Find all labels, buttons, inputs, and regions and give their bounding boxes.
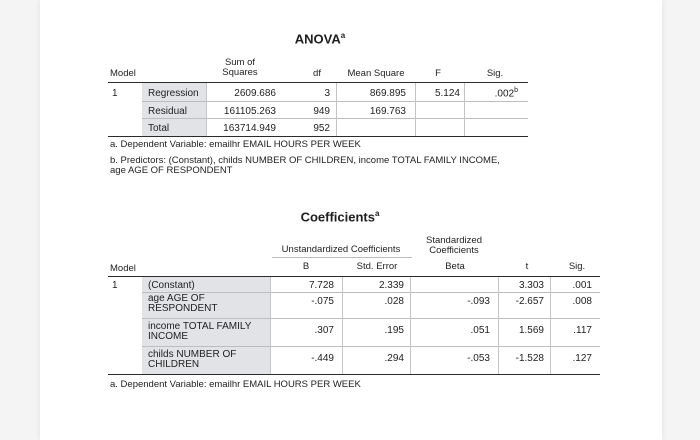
coef-cell-b: 7.728 xyxy=(308,280,334,291)
coef-row-label: childs NUMBER OF CHILDREN xyxy=(148,349,237,370)
coef-cell-b: .307 xyxy=(314,325,334,336)
coef-header-std-error: Std. Error xyxy=(356,261,398,272)
anova-footnote-a: a. Dependent Variable: emailhr EMAIL HOURS PER WEEK xyxy=(110,139,361,150)
coef-cell-sig: .117 xyxy=(573,325,592,336)
anova-title xyxy=(270,31,370,46)
anova-col-sep xyxy=(464,83,465,136)
anova-sig-value: .002 xyxy=(494,88,515,100)
anova-cell-df: 3 xyxy=(324,88,330,99)
anova-title-text: ANOVA xyxy=(294,31,341,47)
coef-col-sep xyxy=(498,277,499,374)
anova-header-f: F xyxy=(435,68,441,79)
anova-row-divider xyxy=(142,101,528,102)
coef-group-rule xyxy=(272,257,412,258)
anova-cell-ss: 161105.263 xyxy=(223,106,276,117)
anova-model-number: 1 xyxy=(112,88,118,99)
coefficients-title-sup: a xyxy=(374,209,380,218)
anova-sig-sup: b xyxy=(514,87,518,94)
anova-header-mean-square: Mean Square xyxy=(347,68,405,79)
coef-cell-beta: -.053 xyxy=(467,353,490,364)
coef-header-model: Model xyxy=(110,263,136,274)
coef-cell-b: -.075 xyxy=(311,296,334,307)
coef-cell-t: -1.528 xyxy=(515,353,544,364)
anova-header-sig: Sig. xyxy=(486,68,504,79)
coef-header-beta: Beta xyxy=(445,261,465,272)
anova-row-divider xyxy=(142,118,528,119)
coef-cell-se: 2.339 xyxy=(378,280,404,291)
coefficients-title-text: Coefficients xyxy=(300,209,375,225)
coef-row-label: age AGE OF RESPONDENT xyxy=(148,293,218,314)
coef-cell-se: .294 xyxy=(384,353,404,364)
anova-header-sum-of-squares: Sum of Squares xyxy=(222,57,258,78)
anova-col-sep xyxy=(336,83,337,136)
coef-row-label: (Constant) xyxy=(148,280,195,291)
coef-header-unstd: Unstandardized Coefficients xyxy=(281,244,401,255)
coef-header-sig: Sig. xyxy=(568,261,586,272)
anova-row-label: Regression xyxy=(148,88,199,99)
anova-cell-ss: 163714.949 xyxy=(223,123,276,134)
coef-cell-b: -.449 xyxy=(311,353,334,364)
coef-row-divider xyxy=(142,318,600,319)
anova-cell-ms: 169.763 xyxy=(369,106,406,117)
coef-row-divider xyxy=(142,346,600,347)
coef-cell-se: .028 xyxy=(384,296,404,307)
anova-cell-f: 5.124 xyxy=(434,88,460,99)
coef-cell-beta: .051 xyxy=(470,325,490,336)
anova-header-df: df xyxy=(313,68,321,79)
anova-col-sep xyxy=(415,83,416,136)
anova-row-label: Residual xyxy=(148,106,187,117)
anova-row-label: Total xyxy=(148,123,170,134)
coef-cell-t: 3.303 xyxy=(518,280,544,291)
anova-title-sup: a xyxy=(340,31,346,40)
coef-cell-sig: .001 xyxy=(572,280,592,291)
anova-cell-df: 949 xyxy=(313,106,330,117)
anova-header-model: Model xyxy=(110,68,136,79)
coef-bottom-rule xyxy=(108,374,600,375)
coefficients-title xyxy=(280,209,400,224)
coef-header-std: Standardized Coefficients xyxy=(426,235,482,256)
anova-cell-sig xyxy=(464,87,518,99)
coef-cell-t: 1.569 xyxy=(518,325,544,336)
coef-header-b: B xyxy=(302,261,310,272)
anova-cell-ss: 2609.686 xyxy=(234,88,276,99)
anova-col-sep xyxy=(206,83,207,136)
coef-cell-sig: .008 xyxy=(572,296,592,307)
coef-cell-beta: -.093 xyxy=(467,296,490,307)
coef-col-sep xyxy=(550,277,551,374)
anova-bottom-rule xyxy=(108,136,528,137)
coef-cell-t: -2.657 xyxy=(515,296,544,307)
document-page xyxy=(40,0,662,440)
coef-model-number: 1 xyxy=(112,280,118,291)
anova-cell-ms: 869.895 xyxy=(369,88,406,99)
coef-header-t: t xyxy=(525,261,529,272)
coef-col-sep xyxy=(342,277,343,374)
anova-footnote-b: b. Predictors: (Constant), childs NUMBER OF CHILDREN, income TOTAL FAMILY INCOME, age AGE OF RESPONDENT xyxy=(110,155,500,176)
coef-cell-sig: .127 xyxy=(572,353,592,364)
anova-cell-df: 952 xyxy=(313,123,330,134)
coef-col-sep xyxy=(410,277,411,374)
coef-row-label: income TOTAL FAMILY INCOME xyxy=(148,321,252,342)
coef-footnote-a: a. Dependent Variable: emailhr EMAIL HOURS PER WEEK xyxy=(110,379,361,390)
coef-row-divider xyxy=(142,292,600,293)
coef-col-sep xyxy=(270,277,271,374)
coef-cell-se: .195 xyxy=(384,325,404,336)
